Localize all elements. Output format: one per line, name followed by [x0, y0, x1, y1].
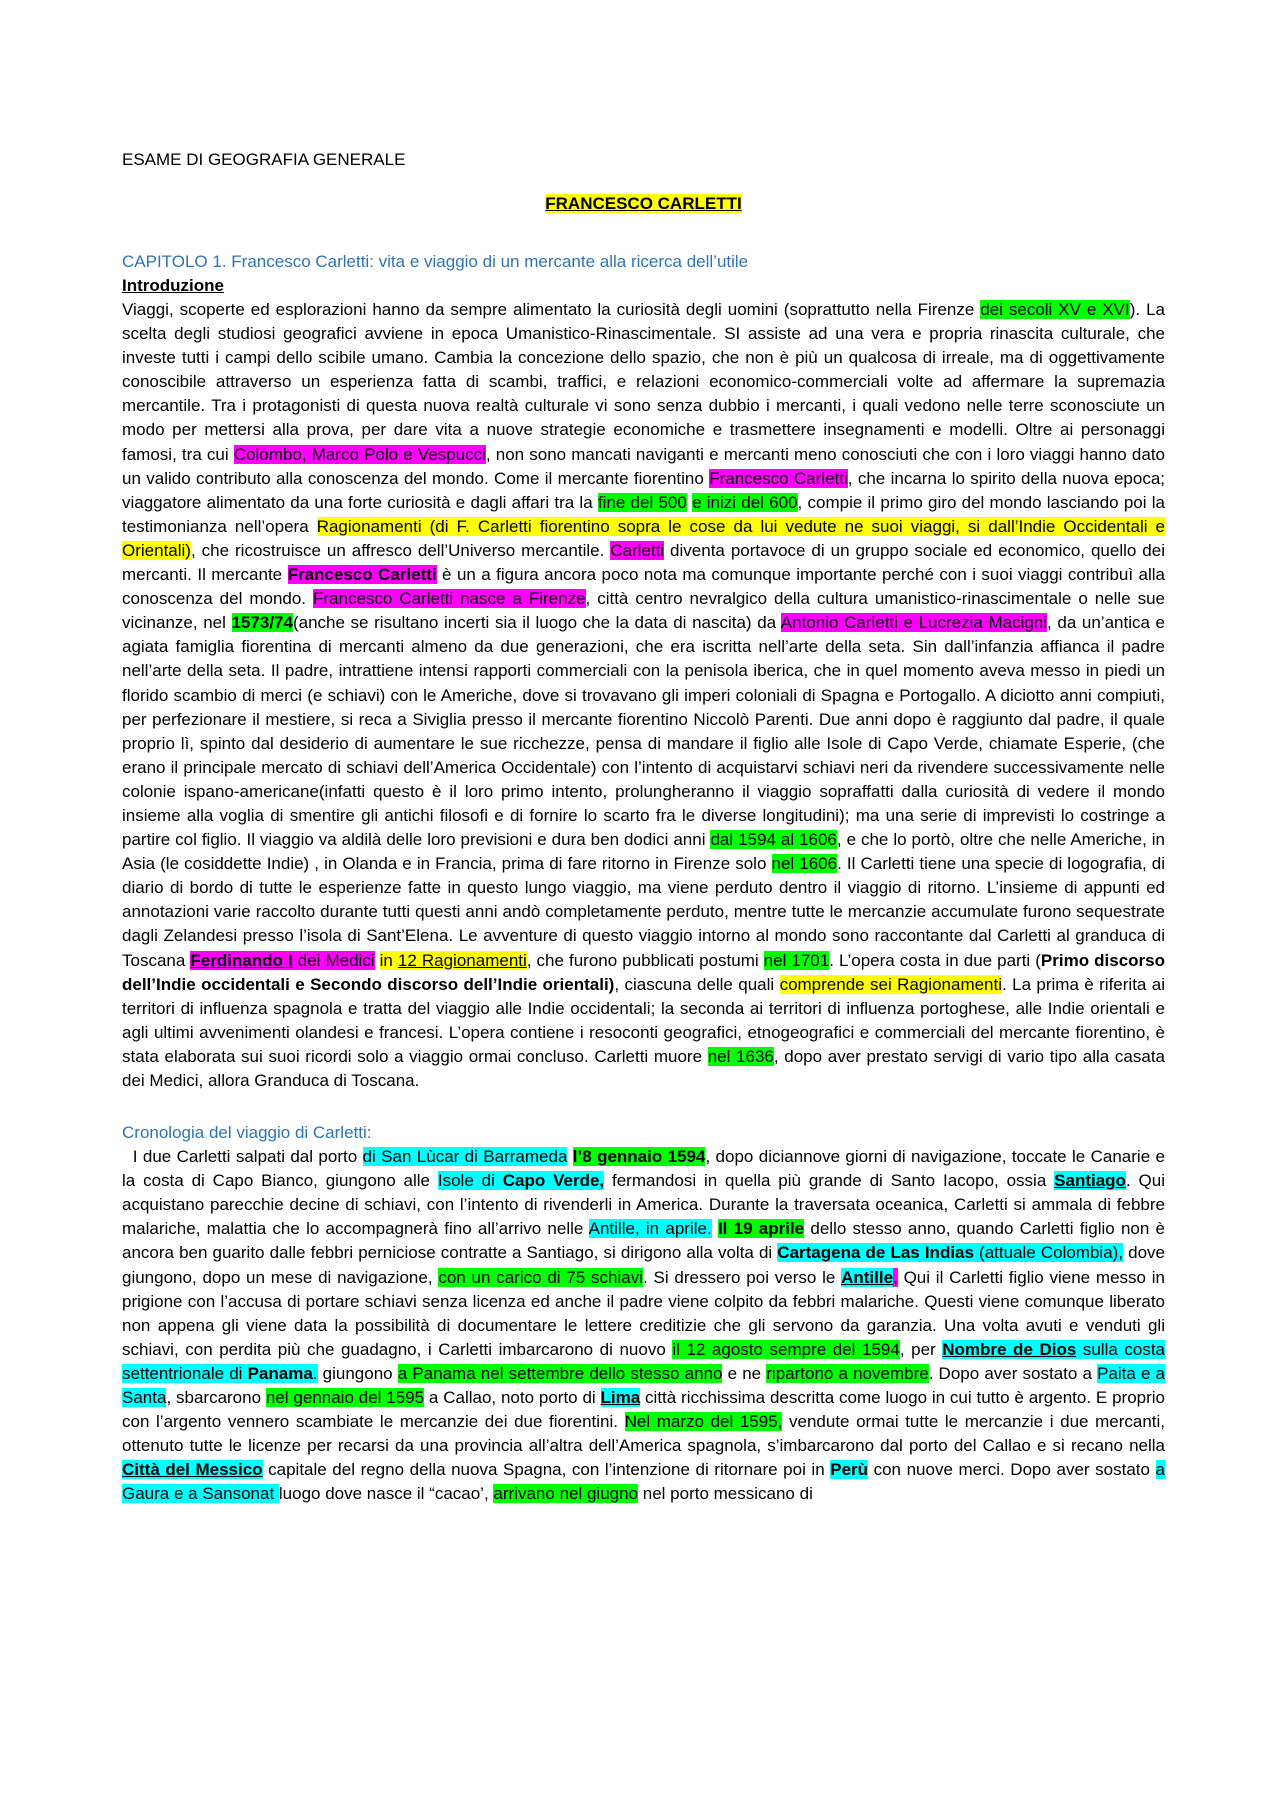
highlight-cyan-bold: Capo Verde,	[502, 1171, 605, 1191]
highlight-cyan-bold: Nombre de Dios	[942, 1339, 1077, 1359]
highlight-magenta: Carletti	[610, 540, 665, 560]
text-run: , che furono pubblicati postumi	[526, 950, 764, 970]
highlight-green: arrivano nel giugno	[493, 1484, 639, 1504]
cronologia-paragraph	[122, 1145, 1165, 1506]
section-title-cronologia: Cronologia del viaggio di Carletti:	[122, 1123, 372, 1143]
text-run	[375, 951, 380, 970]
highlight-green-bold: 1573/74	[231, 613, 293, 633]
highlight-cyan: Paita e a Santa	[122, 1363, 1165, 1408]
highlight-cyan-bold: Perù	[830, 1460, 869, 1480]
highlight-yellow: Ragionamenti (di F. Carletti fiorentino sopra le cose da lui vedute ne suoi viaggi, si dall’Indie Occidentali e Orientali)	[122, 516, 1165, 560]
highlight-yellow-underline: 12 Ragionamenti	[397, 950, 527, 970]
document-content	[122, 150, 1165, 1507]
text-run: . La prima è riferita ai territori di influenza spagnola e tratta del viaggio alle Indie occidentali; la seconda ai territori di influenza portoghese, alle Indie orientali e agli ultimi avvenimenti olandesi e francesi. L’opera contiene i resoconti geografici, etnogeografici e commerciali del mercante fiorentino, è stata elaborata sui suoi ricordi solo a viaggio ormai concluso. Carletti muore	[122, 974, 1165, 1066]
highlight-cyan-bold: Città del Messico	[122, 1460, 263, 1480]
highlight-green: Nel marzo del 1595,	[624, 1412, 783, 1432]
text-run: città ricchissima descritta come luogo in cui tutto è argento. E proprio con l’argento vennero scambiate le mercanzie dei due fiorentini.	[122, 1388, 1165, 1432]
text-run: dello stesso anno, quando Carletti figlio non è ancora ben guarito dalle febbri perniciose contratte a Santiago, si dirigono alla volta di	[122, 1219, 1165, 1263]
text-run: Viaggi, scoperte ed esplorazioni hanno da sempre alimentato la curiosità degli uomini (soprattutto nella Firenze	[122, 300, 981, 319]
intro-paragraph	[122, 298, 1165, 1093]
text-run: Qui il Carletti figlio viene messo in prigione con l’accusa di portare schiavi senza licenza ed anche il padre viene colpito da febbri malariche. Questi viene comunque liberato non appena gli viene data la possibilità di documentare le lettere creditizie che gli servono da garanzia. Una volta avuti e venduti gli schiavi, con perdita più che guadagno, i Carletti imbarcarono di nuovo	[122, 1267, 1165, 1359]
text-run: e ne	[722, 1363, 767, 1383]
highlight-magenta: Francesco Carletti nasce a Firenze	[312, 589, 586, 609]
highlight-green: dal 1594 al 1606	[710, 830, 837, 850]
highlight-green-bold: Il 19 aprile	[717, 1219, 805, 1239]
text-run: ). La scelta degli studiosi geografici avviene in epoca Umanistico-Rinascimentale. SI assiste ad una vera e propria rinascita culturale, che investe tutti i campi dello scibile umano. Cambia la concezione dello spazio, che non è più un qualcosa di irreale, ma di oggettivamente conoscibile attraverso un esperienza fatta di scambi, traffici, e relazioni economico-commerciali volte ad affermare la supremazia mercantile. Tra i protagonisti di questa nuova realtà culturale vi sono senza dubbio i mercanti, i quali vedono nelle terre sconosciute un modo per mettersi alla prova, per dare vita a nuove strategie economiche e trasmettere insegnamenti e modelli. Oltre ai personaggi famosi, tra cui	[122, 300, 1165, 464]
highlight-cyan: .	[312, 1363, 318, 1383]
text-run: nel porto messicano di	[638, 1484, 813, 1504]
highlight-cyan-bold: Cartagena de Las Indias	[777, 1243, 974, 1263]
text-run: . Si dressero poi verso le	[642, 1267, 842, 1287]
text-run	[567, 1147, 572, 1166]
highlight-green: il 12 agosto sempre del 1594	[672, 1339, 900, 1359]
main-title	[122, 194, 1165, 214]
text-run: , città centro nevralgico della cultura umanistico-rinascimentale o nelle sue vicinanze, nel	[122, 589, 1166, 633]
highlight-green: nel 1636	[707, 1046, 774, 1066]
highlight-green-bold: l’8 gennaio 1594	[572, 1147, 706, 1167]
highlight-green: con un carico di 75 schiavi	[438, 1267, 643, 1287]
highlight-yellow: comprende sei Ragionamenti	[779, 974, 1003, 994]
text-run: , che incarna lo spirito della nuova epoca; viaggatore alimentato da una forte curiosità e dagli affari tra la	[122, 468, 1166, 512]
highlight-cyan: (attuale Colombia),	[973, 1243, 1124, 1263]
highlight-cyan: sulla costa settentrionale di	[122, 1339, 1166, 1383]
highlight-cyan-bold: Antille	[841, 1267, 894, 1287]
text-run: , che ricostruisce un affresco dell’Universo mercantile.	[190, 540, 611, 560]
highlight-green: fine del 500	[597, 492, 687, 512]
text-run: , dopo aver prestato servigi di vario tipo alla casata dei Medici, allora Granduca di Toscana.	[122, 1046, 1166, 1090]
highlight-green: nel 1701	[763, 950, 830, 970]
highlight-green: nel 1606	[771, 854, 838, 874]
highlight-magenta-bold: Francesco Carletti	[287, 565, 437, 585]
text-run: , ciascuna delle quali	[614, 974, 780, 994]
highlight-yellow: in	[379, 950, 398, 970]
text-run: , e che lo portò, oltre che nelle Americhe, in Asia (le cosiddette Indie) , in Olanda e in Francia, prima di fare ritorno in Firenze solo	[122, 830, 1166, 874]
text-run: diventa portavoce di un gruppo sociale ed economico, quello dei mercanti. Il mercante	[122, 540, 1165, 585]
highlight-green: e inizi del 600	[692, 492, 798, 512]
text-run: , sbarcarono	[166, 1388, 266, 1408]
highlight-cyan: Antille, in aprile.	[588, 1219, 712, 1239]
text-run: con nuove merci. Dopo aver sostato	[868, 1460, 1156, 1480]
text-run: . Il Carletti tiene una specie di logografia, di diario di bordo di tutte le esperienze fatte in questo lungo viaggio, ma viene perduto dentro il viaggio di ritorno. L’insieme di appunti ed annotazioni varie raccolto durante tutti questi anni andò completamente perduto, mentre tutte le mercanzie accumulate furono sequestrate dagli Zelandesi presso l’isola di Sant’Elena. Le avventure di questo viaggio intorno al mondo sono raccontante dal Carletti al granduca di Toscana	[122, 854, 1166, 970]
highlight-magenta: Colombo, Marco Polo e Vespucci	[233, 444, 486, 464]
highlight-magenta-bold: Ferdinando I	[190, 950, 293, 970]
text-run: dove giungono, dopo un mese di navigazione,	[122, 1243, 1165, 1287]
highlight-green: ripartono a novembre	[766, 1363, 929, 1383]
text-run: . Qui acquistano parecchie decine di schiavi, con l’intento di rivenderli in America. Durante la traversata oceanica, Carletti si ammala di febbre malariche, malattia che lo accompagnerà fino all’arrivo nelle	[122, 1171, 1165, 1239]
highlight-green: a Panama nel settembre dello stesso anno	[397, 1363, 723, 1383]
chapter-title: CAPITOLO 1. Francesco Carletti: vita e viaggio di un mercante alla ricerca dell’utile	[122, 252, 749, 271]
text-run	[712, 1219, 718, 1238]
text-run: fermandosi in quella più grande di Santo Iacopo, ossia	[604, 1171, 1055, 1191]
highlight-cyan: a Gaura e a Sansonat	[122, 1460, 1166, 1504]
text-run: (anche se risultano incerti sia il luogo che la data di nascita) da	[292, 613, 781, 633]
bold-run: Primo discorso dell’Indie occidentali e Secondo discorso dell’Indie orientali)	[122, 950, 1165, 994]
text-run: luogo dove nasce il “cacao’,	[278, 1484, 494, 1504]
highlight-magenta: Francesco Carletti	[709, 468, 848, 488]
text-run: , compie il primo giro del mondo lasciando poi la testimonianza nell’opera	[122, 492, 1165, 536]
highlight-magenta: ,	[893, 1267, 898, 1287]
highlight-green: dei secoli XV e XVI	[980, 300, 1130, 319]
text-run: vendute ormai tutte le mercanzie i due mercanti, ottenuto tutte le licenze per recarsi da una provincia all’altra dell’America spagnola, s’imbarcarono dal porto del Callao e si recano nella	[122, 1412, 1165, 1456]
highlight-cyan-bold: Panama	[247, 1363, 313, 1383]
text-run: . L’opera costa in due parti (	[829, 950, 1041, 970]
text-run: a Callao, noto porto di	[424, 1388, 601, 1408]
text-run: , da un’antica e agiata famiglia fiorentina di mercanti almeno da due generazioni, che era iscritta nell’arte della seta. Sin dall’infanzia affianca il padre nell’arte della seta. Il padre, intrattiene intensi rapporti commerciali con la penisola iberica, che in quel momento aveva messo in piedi un florido scambio di merci (e schiavi) con le Americhe, dove si trovavano gli imperi coloniali di Spagna e Portogallo. A diciotto anni compiuti, per perfezionare il mestiere, si reca a Siviglia presso il mercante fiorentino Niccolò Parenti. Due anni dopo è raggiunto dal padre, il quale proprio lì, spinto dal desiderio di aumentare le sue ricchezze, pensa di mandare il figlio alle Isole di Capo Verde, chiamate Esperie, (che erano il principale mercato di schiavi dell’America Occidentale) con l’intento di acquistarvi schiavi neri da rivendere successivamente nelle colonie ispano-americane(infatti questo è il loro primo intento, prolungheranno il viaggio sopraffatti dalla curiosità di vedere il mondo insieme alla voglia di smentire gli antichi filosofi e di fornire lo scarto fra le diverse longitudini); ma una serie di imprevisti lo costringe a partire col figlio. Il viaggio va aldilà delle loro previsioni e dura ben dodici anni	[122, 613, 1166, 850]
document-header: ESAME DI GEOGRAFIA GENERALE	[122, 150, 406, 169]
text-run: capitale del regno della nuova Spagna, con l’intenzione di ritornare poi in	[262, 1460, 831, 1480]
highlight-cyan-bold: Lima	[600, 1388, 641, 1408]
main-title-text: FRANCESCO CARLETTI	[545, 194, 742, 213]
text-run: , per	[899, 1339, 943, 1359]
highlight-magenta: dei Medici	[292, 950, 375, 970]
text-run: , dopo diciannove giorni di navigazione, toccate le Canarie e la costa di Capo Bianco, giungono alle	[122, 1147, 1165, 1191]
highlight-cyan: di San Lùcar di Barrameda	[362, 1147, 568, 1167]
text-run: . Dopo aver sostato a	[928, 1363, 1098, 1383]
intro-heading: Introduzione	[122, 276, 224, 295]
highlight-green: nel gennaio del 1595	[265, 1388, 425, 1408]
highlight-cyan: Isole di	[437, 1171, 503, 1191]
text-run: giungono	[317, 1363, 398, 1383]
highlight-cyan-bold: Santiago	[1054, 1171, 1126, 1191]
highlight-magenta: Antonio Carletti e Lucrezia Macigni	[780, 613, 1048, 633]
text-run: I due Carletti salpati dal porto	[122, 1147, 363, 1167]
text-run: è un a figura ancora poco nota ma comunque importante perché con i suoi viaggi contribuì alla conoscenza del mondo.	[122, 565, 1165, 609]
text-run: , non sono mancati naviganti e mercanti meno conosciuti che con i loro viaggi hanno dato un valido contributo alla conoscenza del mondo. Come il mercante fiorentino	[122, 444, 1165, 488]
